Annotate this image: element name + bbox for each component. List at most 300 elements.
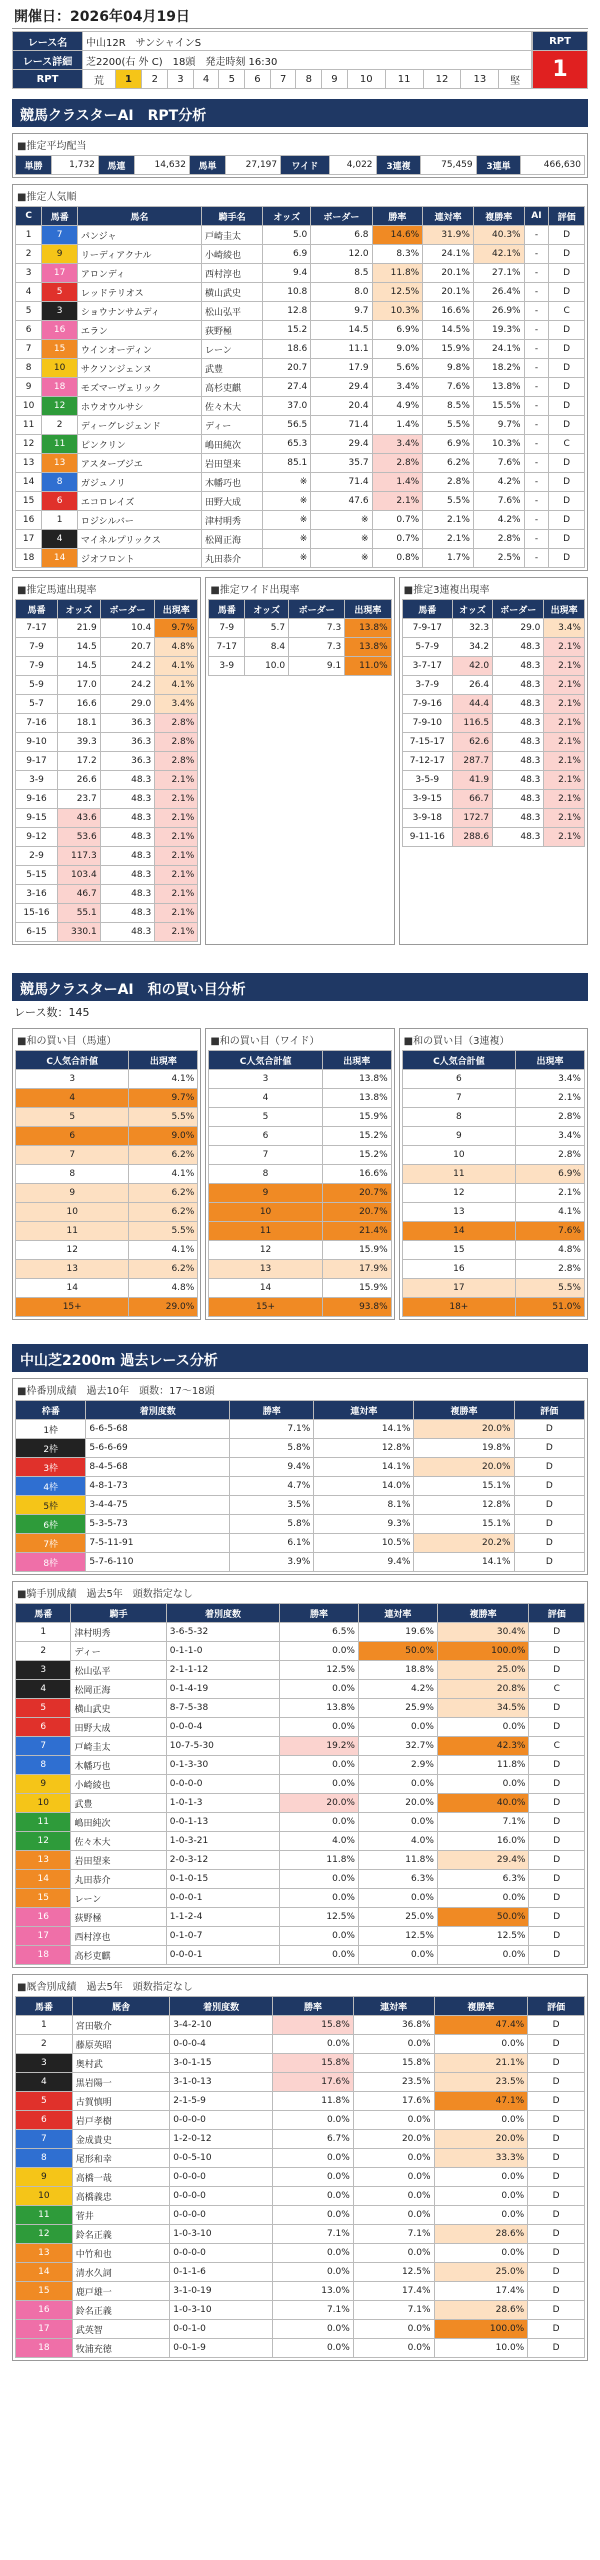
pop-cell-9: -: [524, 340, 549, 359]
horse-row[interactable]: [16, 321, 585, 340]
prob-cell-3: 2.8%: [155, 752, 198, 771]
trainer-row[interactable]: [16, 2320, 585, 2339]
jockey-cell-2: 0-0-1-13: [166, 1813, 279, 1832]
prob-row[interactable]: [16, 695, 198, 714]
trainer-cell-5: 0.0%: [434, 2035, 528, 2054]
jockey-cell-2: 0-1-1-0: [166, 1642, 279, 1661]
prob-row[interactable]: [209, 638, 391, 657]
col-header: 出現率: [322, 1051, 391, 1070]
jockey-row[interactable]: [16, 1889, 585, 1908]
horse-row[interactable]: [16, 302, 585, 321]
prob-cell-1: 17.2: [58, 752, 101, 771]
payout-label: 馬単: [190, 156, 226, 175]
pop-cell-5: 6.8: [311, 226, 372, 245]
sum-cell-0: 7: [402, 1089, 515, 1108]
prob-row[interactable]: [16, 923, 198, 942]
col-header: 出現率: [129, 1051, 198, 1070]
waku-cell-1: 5-6-6-69: [86, 1439, 230, 1458]
prob-cell-1: 14.5: [58, 657, 101, 676]
horse-row[interactable]: [16, 454, 585, 473]
trainer-row[interactable]: [16, 2130, 585, 2149]
rpt-scale-4[interactable]: 4: [193, 70, 219, 89]
prob-row[interactable]: [16, 638, 198, 657]
prob-row[interactable]: [402, 638, 584, 657]
waku-row[interactable]: [16, 1553, 585, 1572]
pop-cell-4: ※: [263, 492, 311, 511]
jockey-cell-6: D: [529, 1870, 585, 1889]
trainer-cell-1: 高橋一哉: [72, 2168, 170, 2187]
horse-row[interactable]: [16, 245, 585, 264]
col-header: 騎手名: [201, 207, 262, 226]
trainer-cell-4: 0.0%: [353, 2035, 434, 2054]
popularity-table: [15, 206, 585, 568]
sum-row[interactable]: [209, 1260, 391, 1279]
horse-row[interactable]: [16, 435, 585, 454]
col-header: 騎手: [71, 1604, 166, 1623]
jockey-row[interactable]: [16, 1794, 585, 1813]
jockey-cell-3: 12.5%: [280, 1661, 359, 1680]
pop-cell-4: 10.8: [263, 283, 311, 302]
rpt-scale-3[interactable]: 3: [168, 70, 194, 89]
jockey-row[interactable]: [16, 1851, 585, 1870]
rpt-scale-5[interactable]: 5: [219, 70, 245, 89]
sum-row[interactable]: [209, 1279, 391, 1298]
trainer-cell-3: 0.0%: [273, 2168, 354, 2187]
prob-row[interactable]: [402, 809, 584, 828]
trainer-row[interactable]: [16, 2168, 585, 2187]
pop-cell-4: 65.3: [263, 435, 311, 454]
waku-cell-0: 3枠: [16, 1458, 86, 1477]
waku-row[interactable]: [16, 1420, 585, 1439]
pop-cell-6: 11.8%: [372, 264, 423, 283]
jockey-cell-1: 木幡巧也: [71, 1756, 166, 1775]
jockey-cell-6: D: [529, 1908, 585, 1927]
sum-row[interactable]: [16, 1089, 198, 1108]
sum-cell-0: 11: [209, 1222, 322, 1241]
prob-row[interactable]: [402, 695, 584, 714]
sum-row[interactable]: [402, 1260, 584, 1279]
sum-caption: ■和の買い目（ワイド）: [210, 1036, 320, 1047]
prob-row[interactable]: [402, 619, 584, 638]
trainer-row[interactable]: [16, 2244, 585, 2263]
col-header: 着別度数: [86, 1401, 230, 1420]
jockey-row[interactable]: [16, 1927, 585, 1946]
rpt-scale-2[interactable]: 2: [142, 70, 168, 89]
horse-row[interactable]: [16, 359, 585, 378]
waku-cell-4: 20.2%: [414, 1534, 514, 1553]
prob-row[interactable]: [16, 885, 198, 904]
prob-cell-3: 4.1%: [155, 676, 198, 695]
sum-cell-0: 13: [16, 1260, 129, 1279]
jockey-cell-5: 20.8%: [437, 1680, 529, 1699]
prob-cell-3: 2.1%: [544, 733, 585, 752]
trainer-row[interactable]: [16, 2016, 585, 2035]
pop-cell-10: D: [549, 340, 585, 359]
sum-row[interactable]: [16, 1184, 198, 1203]
trainer-cell-3: 0.0%: [273, 2149, 354, 2168]
prob-row[interactable]: [16, 828, 198, 847]
waku-row[interactable]: [16, 1496, 585, 1515]
trainer-cell-6: D: [528, 2244, 585, 2263]
trainer-row[interactable]: [16, 2301, 585, 2320]
trainer-row[interactable]: [16, 2187, 585, 2206]
trainer-cell-0: 16: [16, 2301, 73, 2320]
sum-row[interactable]: [16, 1127, 198, 1146]
sum-row[interactable]: [402, 1089, 584, 1108]
rpt-scale-13[interactable]: 13: [461, 70, 499, 89]
pop-cell-0: 12: [16, 435, 42, 454]
sum-row[interactable]: [16, 1279, 198, 1298]
rpt-scale-11[interactable]: 11: [385, 70, 423, 89]
waku-row[interactable]: [16, 1458, 585, 1477]
pop-cell-3: 津村明秀: [201, 511, 262, 530]
trainer-caption: ■厩舎別成績 過去5年 頭数指定なし: [17, 1982, 193, 1993]
sum-row[interactable]: [16, 1203, 198, 1222]
waku-row[interactable]: [16, 1439, 585, 1458]
sum-row[interactable]: [16, 1222, 198, 1241]
rpt-scale-10[interactable]: 10: [347, 70, 385, 89]
jockey-cell-6: D: [529, 1927, 585, 1946]
sum-row[interactable]: [16, 1108, 198, 1127]
prob-cell-0: 9-16: [16, 790, 58, 809]
pop-cell-10: D: [549, 226, 585, 245]
sum-row[interactable]: [402, 1127, 584, 1146]
prob-row[interactable]: [402, 828, 584, 847]
jockey-row[interactable]: [16, 1699, 585, 1718]
sum-row[interactable]: [402, 1184, 584, 1203]
trainer-cell-0: 15: [16, 2282, 73, 2301]
horse-row[interactable]: [16, 473, 585, 492]
jockey-row[interactable]: [16, 1870, 585, 1889]
prob-cell-0: 9-15: [16, 809, 58, 828]
rpt-scale-8[interactable]: 8: [296, 70, 322, 89]
rpt-scale-6[interactable]: 6: [245, 70, 271, 89]
pop-cell-5: 12.0: [311, 245, 372, 264]
col-header: 着別度数: [166, 1604, 279, 1623]
sum-cell-1: 20.7%: [322, 1203, 391, 1222]
rpt-scale-1[interactable]: 1: [115, 70, 142, 89]
sum-row[interactable]: [402, 1108, 584, 1127]
sum-cell-1: 7.6%: [516, 1222, 585, 1241]
pop-cell-4: 27.4: [263, 378, 311, 397]
prob-row[interactable]: [16, 847, 198, 866]
sum-row[interactable]: [16, 1070, 198, 1089]
pop-cell-10: D: [549, 492, 585, 511]
jockey-row[interactable]: [16, 1908, 585, 1927]
trainer-cell-0: 5: [16, 2092, 73, 2111]
trainer-row[interactable]: [16, 2054, 585, 2073]
prob-row[interactable]: [402, 714, 584, 733]
prob-row[interactable]: [16, 904, 198, 923]
prob-cell-2: 20.7: [100, 638, 154, 657]
payout-label: 単勝: [16, 156, 52, 175]
pop-cell-9: -: [524, 283, 549, 302]
trainer-cell-4: 0.0%: [353, 2244, 434, 2263]
prob-cell-3: 2.1%: [544, 695, 585, 714]
horse-row[interactable]: [16, 283, 585, 302]
pop-cell-10: D: [549, 454, 585, 473]
prob-row[interactable]: [16, 771, 198, 790]
prob-row[interactable]: [402, 752, 584, 771]
trainer-row[interactable]: [16, 2111, 585, 2130]
horse-row[interactable]: [16, 378, 585, 397]
sum-row[interactable]: [16, 1165, 198, 1184]
col-header: C人気合計値: [402, 1051, 515, 1070]
horse-row[interactable]: [16, 397, 585, 416]
prob-row[interactable]: [16, 733, 198, 752]
sum-cell-0: 4: [16, 1089, 129, 1108]
prob-row[interactable]: [16, 790, 198, 809]
trainer-cell-0: 12: [16, 2225, 73, 2244]
trainer-row[interactable]: [16, 2339, 585, 2358]
sum-row[interactable]: [209, 1127, 391, 1146]
pop-cell-7: 6.9%: [423, 435, 474, 454]
pop-cell-5: 20.4: [311, 397, 372, 416]
pop-cell-3: 松岡正海: [201, 530, 262, 549]
sum-row[interactable]: [16, 1241, 198, 1260]
prob-row[interactable]: [209, 657, 391, 676]
col-header: 連対率: [358, 1604, 437, 1623]
pop-cell-0: 14: [16, 473, 42, 492]
sum-row[interactable]: [209, 1298, 391, 1317]
prob-cell-0: 9-12: [16, 828, 58, 847]
waku-cell-1: 5-7-6-110: [86, 1553, 230, 1572]
sum-row[interactable]: [402, 1298, 584, 1317]
horse-row[interactable]: [16, 226, 585, 245]
jockey-row[interactable]: [16, 1946, 585, 1965]
sum-row[interactable]: [209, 1241, 391, 1260]
jockey-row[interactable]: [16, 1832, 585, 1851]
pop-cell-7: 20.1%: [423, 283, 474, 302]
jockey-row[interactable]: [16, 1718, 585, 1737]
prob-cell-3: 2.1%: [544, 809, 585, 828]
pop-cell-6: 4.9%: [372, 397, 423, 416]
sum-row[interactable]: [402, 1222, 584, 1241]
jockey-cell-4: 32.7%: [358, 1737, 437, 1756]
jockey-cell-2: 3-6-5-32: [166, 1623, 279, 1642]
sum-row[interactable]: [16, 1298, 198, 1317]
prob-row[interactable]: [16, 866, 198, 885]
jockey-cell-4: 0.0%: [358, 1775, 437, 1794]
trainer-cell-2: 0-0-0-0: [170, 2168, 273, 2187]
col-header: ボーダー: [289, 600, 345, 619]
trainer-row[interactable]: [16, 2282, 585, 2301]
prob-row[interactable]: [402, 733, 584, 752]
pop-cell-1: 18: [42, 378, 78, 397]
pop-cell-8: 24.1%: [473, 340, 524, 359]
pop-cell-0: 13: [16, 454, 42, 473]
col-header: 枠番: [16, 1401, 86, 1420]
sum-row[interactable]: [209, 1222, 391, 1241]
prob-row[interactable]: [16, 676, 198, 695]
prob-cell-0: 3-9: [16, 771, 58, 790]
sum-row[interactable]: [402, 1241, 584, 1260]
pop-cell-7: 7.6%: [423, 378, 474, 397]
prob-row[interactable]: [209, 619, 391, 638]
sum-cell-1: 5.5%: [129, 1222, 198, 1241]
prob-row[interactable]: [402, 676, 584, 695]
prob-cell-1: 66.7: [452, 790, 492, 809]
prob-cell-1: 43.6: [58, 809, 101, 828]
horse-row[interactable]: [16, 264, 585, 283]
pop-cell-9: -: [524, 530, 549, 549]
pop-cell-6: 2.1%: [372, 492, 423, 511]
prob-cell-0: 3-5-9: [402, 771, 452, 790]
jockey-cell-3: 11.8%: [280, 1851, 359, 1870]
jockey-row[interactable]: [16, 1813, 585, 1832]
col-header: ボーダー: [493, 600, 544, 619]
trainer-cell-3: 6.7%: [273, 2130, 354, 2149]
prob-cell-0: 7-17: [209, 638, 245, 657]
rpt-scale-0[interactable]: 荒: [83, 70, 116, 89]
horse-row[interactable]: [16, 549, 585, 568]
pop-cell-2: アロンディ: [77, 264, 201, 283]
jockey-cell-5: 29.4%: [437, 1851, 529, 1870]
prob-cell-0: 7-9-16: [402, 695, 452, 714]
sum-cell-0: 14: [402, 1222, 515, 1241]
prob-row[interactable]: [402, 790, 584, 809]
col-header: C人気合計値: [209, 1051, 322, 1070]
rpt-scale-7[interactable]: 7: [270, 70, 296, 89]
pop-cell-4: ※: [263, 473, 311, 492]
waku-row[interactable]: [16, 1477, 585, 1496]
prob-row[interactable]: [16, 714, 198, 733]
trainer-row[interactable]: [16, 2073, 585, 2092]
pop-cell-0: 9: [16, 378, 42, 397]
prob-row[interactable]: [402, 657, 584, 676]
horse-row[interactable]: [16, 530, 585, 549]
jockey-row[interactable]: [16, 1661, 585, 1680]
jockey-row[interactable]: [16, 1642, 585, 1661]
horse-row[interactable]: [16, 340, 585, 359]
horse-row[interactable]: [16, 511, 585, 530]
sum-cell-0: 6: [209, 1127, 322, 1146]
trainer-cell-6: D: [528, 2092, 585, 2111]
prob-cell-1: 5.7: [245, 619, 289, 638]
sum-row[interactable]: [16, 1260, 198, 1279]
waku-row[interactable]: [16, 1534, 585, 1553]
rpt-scale-9[interactable]: 9: [322, 70, 348, 89]
prob-row[interactable]: [16, 809, 198, 828]
rpt-scale-12[interactable]: 12: [423, 70, 461, 89]
sum-grid: [12, 1022, 588, 1320]
trainer-row[interactable]: [16, 2206, 585, 2225]
jockey-cell-0: 5: [16, 1699, 71, 1718]
jockey-cell-3: 0.0%: [280, 1642, 359, 1661]
jockey-cell-5: 7.1%: [437, 1813, 529, 1832]
sum-row[interactable]: [209, 1108, 391, 1127]
col-header: 厩舎: [72, 1997, 170, 2016]
jockey-cell-6: D: [529, 1661, 585, 1680]
trainer-cell-5: 28.6%: [434, 2225, 528, 2244]
jockey-cell-3: 0.0%: [280, 1756, 359, 1775]
pop-cell-3: 木幡巧也: [201, 473, 262, 492]
trainer-row[interactable]: [16, 2092, 585, 2111]
sum-row[interactable]: [209, 1184, 391, 1203]
trainer-cell-3: 17.6%: [273, 2073, 354, 2092]
trainer-row[interactable]: [16, 2225, 585, 2244]
pop-cell-10: D: [549, 549, 585, 568]
sum-row[interactable]: [209, 1165, 391, 1184]
prob-row[interactable]: [16, 619, 198, 638]
jockey-cell-2: 0-1-3-30: [166, 1756, 279, 1775]
jockey-row[interactable]: [16, 1680, 585, 1699]
sum-row[interactable]: [402, 1146, 584, 1165]
sum-cell-0: 8: [402, 1108, 515, 1127]
prob-row[interactable]: [16, 657, 198, 676]
jockey-row[interactable]: [16, 1737, 585, 1756]
prob-row[interactable]: [16, 752, 198, 771]
trainer-cell-4: 15.8%: [353, 2054, 434, 2073]
jockey-cell-0: 10: [16, 1794, 71, 1813]
pop-cell-9: -: [524, 321, 549, 340]
trainer-cell-6: D: [528, 2320, 585, 2339]
jockey-cell-4: 0.0%: [358, 1813, 437, 1832]
sum-row[interactable]: [209, 1146, 391, 1165]
payout-label: 馬連: [98, 156, 134, 175]
jockey-cell-4: 11.8%: [358, 1851, 437, 1870]
trainer-cell-1: 菅井: [72, 2206, 170, 2225]
rpt-scale-14[interactable]: 堅: [499, 70, 532, 89]
horse-row[interactable]: [16, 416, 585, 435]
sum-cell-1: 15.2%: [322, 1127, 391, 1146]
trainer-cell-3: 15.8%: [273, 2016, 354, 2035]
sum-row[interactable]: [209, 1089, 391, 1108]
prob-row[interactable]: [402, 771, 584, 790]
sum-row[interactable]: [209, 1203, 391, 1222]
sum-row[interactable]: [209, 1070, 391, 1089]
sum-row[interactable]: [402, 1070, 584, 1089]
trainer-cell-1: 黒岩陽一: [72, 2073, 170, 2092]
pop-cell-3: 横山武史: [201, 283, 262, 302]
sec2-title: 競馬クラスターAI 和の買い目分析: [12, 973, 588, 1001]
waku-row[interactable]: [16, 1515, 585, 1534]
trainer-row[interactable]: [16, 2263, 585, 2282]
jockey-cell-0: 11: [16, 1813, 71, 1832]
horse-row[interactable]: [16, 492, 585, 511]
prob-cell-0: 2-9: [16, 847, 58, 866]
trainer-row[interactable]: [16, 2035, 585, 2054]
pop-cell-1: 13: [42, 454, 78, 473]
jockey-row[interactable]: [16, 1756, 585, 1775]
prob-cell-1: 34.2: [452, 638, 492, 657]
sum-row[interactable]: [402, 1203, 584, 1222]
payout-value: 4,022: [329, 156, 376, 175]
jockey-row[interactable]: [16, 1775, 585, 1794]
sum-cell-1: 15.9%: [322, 1279, 391, 1298]
sum-row[interactable]: [402, 1279, 584, 1298]
trainer-cell-4: 0.0%: [353, 2168, 434, 2187]
sum-cell-1: 6.9%: [516, 1165, 585, 1184]
waku-cell-4: 15.1%: [414, 1515, 514, 1534]
sum-row[interactable]: [16, 1146, 198, 1165]
waku-cell-0: 4枠: [16, 1477, 86, 1496]
pop-cell-1: 16: [42, 321, 78, 340]
prob-cell-1: 116.5: [452, 714, 492, 733]
trainer-row[interactable]: [16, 2149, 585, 2168]
pop-cell-2: エコロレイズ: [77, 492, 201, 511]
jockey-cell-0: 16: [16, 1908, 71, 1927]
pop-cell-1: 2: [42, 416, 78, 435]
sum-cell-1: 15.9%: [322, 1108, 391, 1127]
prob-cell-1: 17.0: [58, 676, 101, 695]
trainer-cell-3: 7.1%: [273, 2225, 354, 2244]
jockey-row[interactable]: [16, 1623, 585, 1642]
prob-cell-0: 6-15: [16, 923, 58, 942]
pop-cell-2: ショウナンサムディ: [77, 302, 201, 321]
sum-row[interactable]: [402, 1165, 584, 1184]
jockey-cell-2: 1-0-1-3: [166, 1794, 279, 1813]
